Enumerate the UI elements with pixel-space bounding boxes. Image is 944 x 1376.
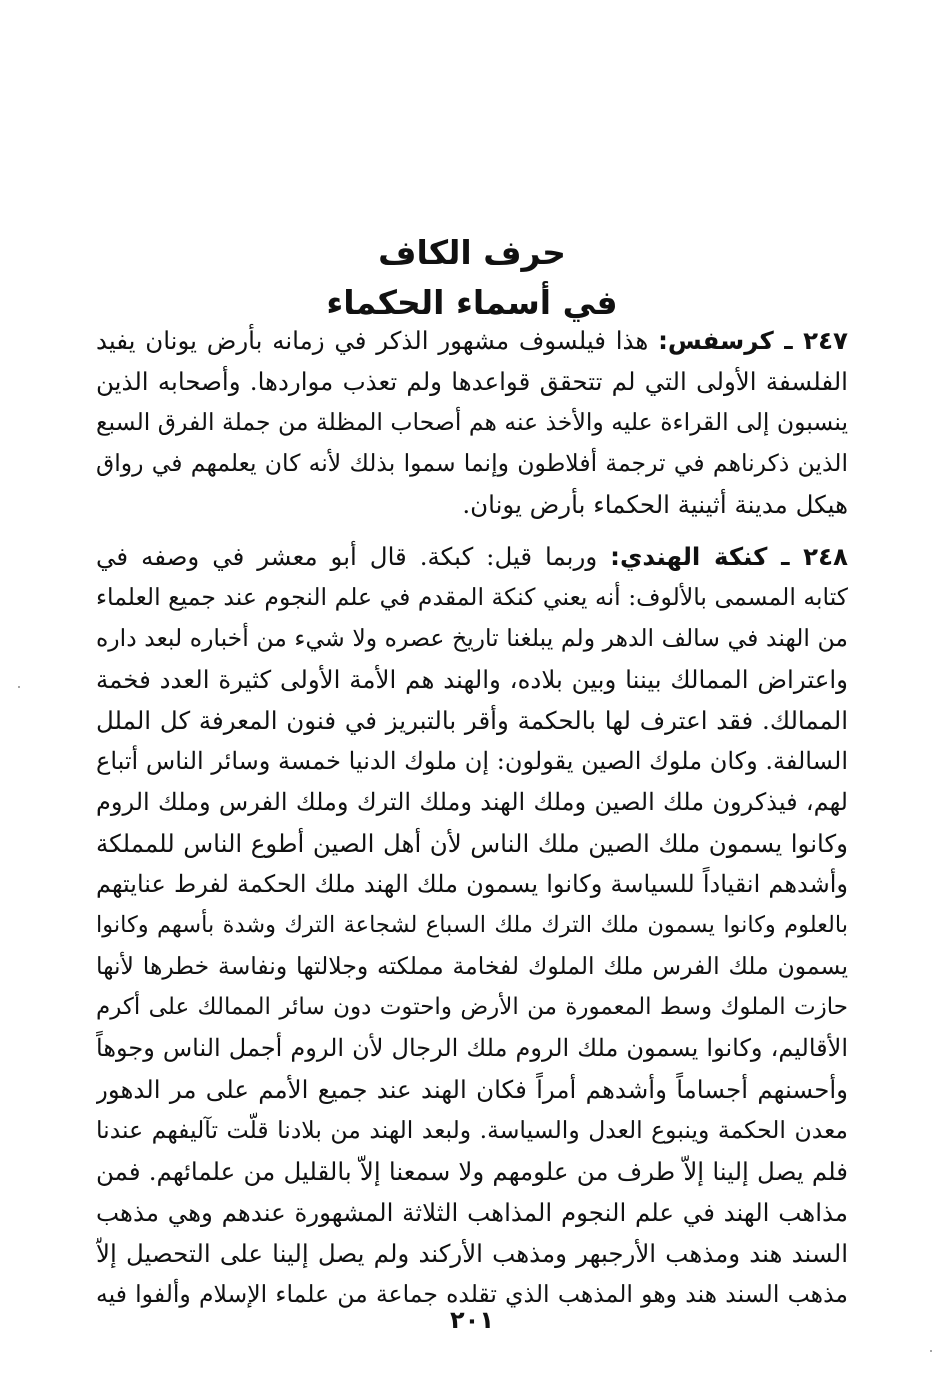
- text-line: معدن الحكمة وينبوع العدل والسياسة. ولبعد الهند من بلادنا قلّت تآليفهم عندنا: [96, 1116, 848, 1144]
- text-line: وأشدهم انقياداً للسياسة وكانوا يسمون ملك الهند ملك الحكمة لفرط عنايتهم: [96, 870, 848, 898]
- chapter-title: حرف الكاف: [378, 233, 566, 272]
- text-line: واعتراض الممالك بيننا وبين بلاده، والهند هم الأمة الأولى كثيرة العدد فخمة: [96, 665, 848, 694]
- text-line: مذهب السند هند وهو المذهب الذي تقلده جماعة من علماء الإسلام وألفوا فيه: [96, 1280, 848, 1308]
- paragraph-gap: [96, 525, 848, 536]
- entry-name: كرسفس:: [658, 326, 774, 355]
- text-line: ينسبون إلى القراءة عليه والأخذ عنه هم أصحاب المظلة من جملة الفرق السبع: [96, 408, 848, 436]
- text-line: هيكل مدينة أثينية الحكماء بأرض يونان.: [462, 490, 848, 519]
- text-line: لهم، فيذكرون ملك الصين وملك الهند وملك الترك وملك الفرس وملك الروم: [96, 788, 848, 816]
- text-line: مذاهب الهند في علم النجوم المذاهب الثلاثة المشهورة عندهم وهي مذهب: [96, 1198, 848, 1227]
- text-line: فلم يصل إلينا إلاّ طرف من علومهم ولا سمعنا إلاّ بالقليل من علمائهم. فمن: [96, 1157, 848, 1186]
- text-line: هذا فيلسوف مشهور الذكر في زمانه بأرض يونان يفيد: [96, 326, 649, 355]
- scan-speck: [18, 686, 20, 688]
- entry-248-label: ٢٤٨ ـ كنكة الهندي:: [610, 542, 848, 571]
- text-line: الفلسفة الأولى التي لم تتحقق قواعدها ولم تعذب مواردها. وأصحابه الذين: [96, 367, 848, 396]
- chapter-heading: [0, 228, 944, 328]
- text-line: بالعلوم وكانوا يسمون ملك الترك ملك السباع لشجاعة الترك وشدة بأسهم وكانوا: [96, 912, 848, 938]
- text-line: وربما قيل: كبكة. قال أبو معشر في وصفه في: [96, 542, 598, 571]
- text-line: وكانوا يسمون ملك الصين ملك الناس لأن أهل الصين أطوع الناس للمملكة: [96, 829, 848, 858]
- text-line: السالفة. وكان ملوك الصين يقولون: إن ملوك الدنيا خمسة وسائر الناس أتباع: [96, 747, 848, 775]
- text-line: حازت الملوك وسط المعمورة من الأرض واحتوت دون سائر الممالك على أكرم: [96, 994, 848, 1020]
- entry-number: ٢٤٨: [803, 542, 848, 571]
- page-number: ٢٠١: [450, 1306, 494, 1334]
- entry-number: ٢٤٧: [803, 326, 848, 355]
- text-line: يسمون ملك الفرس ملك الملوك لفخامة مملكته وجلالتها ونفاسة خطرها لأنها: [96, 952, 848, 980]
- entry-name: كنكة الهندي:: [610, 542, 768, 571]
- body-text: [96, 320, 848, 1315]
- text-line: الممالك. فقد اعترف لها بالحكمة وأقر بالتبريز في فنون المعرفة كل الملل: [96, 706, 848, 735]
- text-line: الذين ذكرناهم في ترجمة أفلاطون وإنما سموا بذلك لأنه كان يعلمهم في رواق: [96, 449, 848, 477]
- entry-247-label: ٢٤٧ ـ كرسفس:: [658, 326, 848, 355]
- text-line: من الهند في سالف الدهر ولم يبلغنا تاريخ عصره ولا شيء من أخباره لبعد داره: [96, 624, 848, 652]
- text-line: الأقاليم، وكانوا يسمون ملك الروم ملك الرجال لأن الروم أجمل الناس وجوهاً: [96, 1034, 848, 1062]
- entry-248-line-1: [96, 536, 848, 577]
- text-line: وأحسنهم أجساماً وأشدهم أمراً فكان الهند عند جميع الأمم على مر الدهور: [96, 1075, 848, 1104]
- chapter-subtitle: في أسماء الحكماء: [326, 283, 618, 322]
- text-line: كتابه المسمى بالألوف: أنه يعني كنكة المقدم في علم النجوم عند جميع العلماء: [96, 583, 848, 611]
- scan-speck: [930, 1350, 932, 1352]
- entry-247-line-1: [96, 320, 848, 361]
- text-line: السند هند ومذهب الأرجبهر ومذهب الأركند ولم يصل إلينا على التحصيل إلاّ: [96, 1239, 848, 1268]
